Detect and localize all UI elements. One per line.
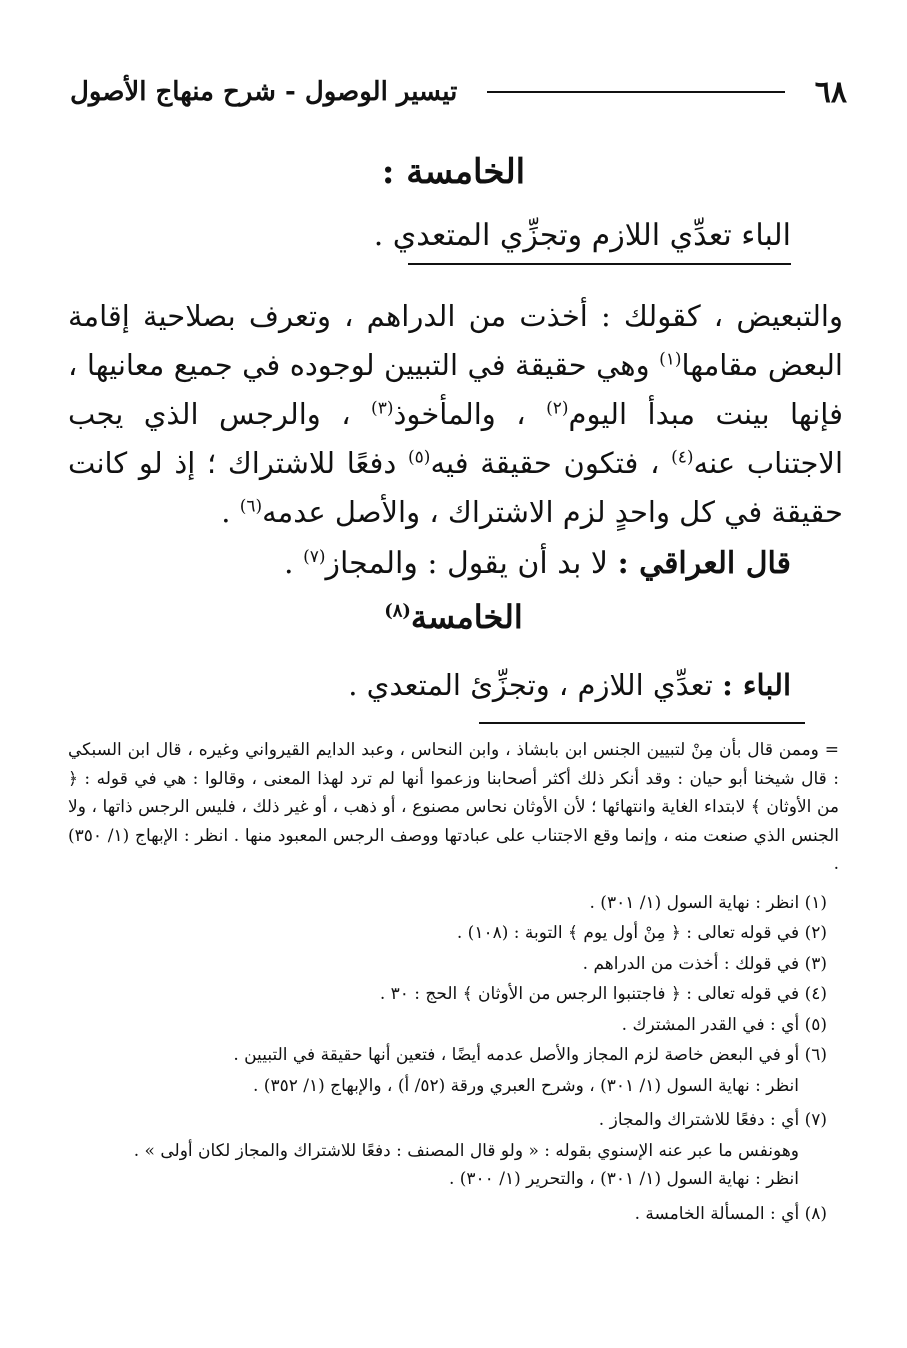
- footnote-ref-5: (٥): [408, 447, 431, 468]
- body-text-4: ، والرجس الذي يجب الاجتناب عنه: [68, 397, 844, 480]
- body-text-3: ، والمأخوذ: [393, 397, 547, 431]
- footnote-ref-7: (٧): [303, 547, 326, 567]
- header-rule: [487, 91, 784, 93]
- footnote-divider: [479, 722, 805, 724]
- footnote-7-note: وهونفس ما عبر عنه الإسنوي بقوله : « ولو قال المصنف : دفعًا للاشتراك والمجاز لكان أولى » .: [133, 1140, 799, 1161]
- footnote-8: (٨) أي : المسألة الخامسة .: [634, 1203, 827, 1224]
- matn-line: الباء تعدِّي اللازم وتجزِّي المتعدي .: [408, 218, 791, 265]
- footnote-continuation: = وممن قال بأن مِنْ لتبيين الجنس ابن بابشاذ ، وابن النحاس ، وعبد الدايم القيرواني وغيره ، قال ابن السبكي : قال شيخنا أبو حيان : وقد أنكر ذلك أكثر أصحابنا وزعموا أنها لم ترد لهذا المعنى ، وقالوا : هي في قوله : ﴿ من الأوثان ﴾ لابتداء الغاية وانتهائها ؛ لأن الأوثان نحاس مصنوع ، أو ذهب ، أو غير ذلك ، فليس الرجس ذاتها ، ولا الجنس الذي صنعت منه ، وإنما وقع الاجتناب على عبادتها ووصف الرجس المعبود منها . انظر : الإبهاج (١/ ٣٥٠) .: [68, 740, 840, 874]
- footnote-4: (٤) في قوله تعالى : ﴿ فاجتنبوا الرجس من الأوثان ﴾ الحج : ٣٠ .: [379, 984, 827, 1004]
- iraqi-end: .: [284, 546, 304, 581]
- page-header: [70, 70, 847, 114]
- footnote-7: (٧) أي : دفعًا للاشتراك والمجاز .: [598, 1110, 827, 1130]
- section-title-2-text: الخامسة: [410, 598, 523, 636]
- footnote-7-source: انظر : نهاية السول (١/ ٣٠١) ، والتحرير (١/ ٣٠٠) .: [448, 1169, 799, 1189]
- book-title: تيسير الوصول - شرح منهاج الأصول: [70, 77, 458, 107]
- section-title: الخامسة :: [381, 152, 526, 192]
- body-text-2: وهي حقيقة في التبيين لوجوده في جميع معانيها ، فإنها بينت مبدأ اليوم: [68, 348, 843, 431]
- iraqi-text: لا بد أن يقول : والمجاز: [325, 546, 618, 581]
- footnote-ref-1: (١): [659, 349, 682, 370]
- footnote-2: (٢) في قوله تعالى : ﴿ مِنْ أول يوم ﴾ التوبة : (١٠٨) .: [456, 923, 827, 943]
- matn-line-2-lead: الباء :: [722, 668, 791, 702]
- footnote-ref-2: (٢): [546, 398, 569, 419]
- footnote-6-block: [68, 1041, 839, 1100]
- footnotes: [68, 736, 839, 1230]
- body-text-5: ، فتكون حقيقة فيه: [430, 446, 672, 480]
- footnote-6-source: انظر : نهاية السول (١/ ٣٠١) ، وشرح العبري ورقة (٥٢/ أ) ، والإبهاج (١/ ٣٥٢) .: [253, 1075, 799, 1096]
- iraqi-speaker: قال العراقي :: [617, 546, 791, 581]
- footnote-7-block: [68, 1106, 839, 1194]
- section-title-2: [0, 598, 907, 636]
- footnote-6: (٦) أو في البعض خاصة لزم المجاز والأصل عدمه أيضًا ، فتعين أنها حقيقة في التبيين .: [233, 1045, 827, 1065]
- footnote-1: (١) انظر : نهاية السول (١/ ٣٠١) .: [589, 892, 827, 913]
- iraqi-remark: [284, 546, 791, 581]
- footnote-ref-3: (٣): [371, 398, 394, 419]
- footnote-ref-4: (٤): [671, 447, 694, 468]
- footnote-ref-6: (٦): [239, 496, 263, 517]
- footnote-5: (٥) أي : في القدر المشترك .: [621, 1014, 827, 1035]
- footnote-3: (٣) في قولك : أخذت من الدراهم .: [582, 953, 827, 974]
- body-text-1: والتبعيض ، كقولك : أخذت من الدراهم ، وتعرف بصلاحية إقامة البعض مقامها: [68, 299, 843, 382]
- footnote-ref-8: (٨): [384, 600, 411, 622]
- matn-line-2-text: تعدِّي اللازم ، وتجزِّئ المتعدي .: [348, 668, 723, 702]
- body-text-7: .: [221, 495, 240, 529]
- body-text-6: دفعًا للاشتراك ؛ إذ لو كانت حقيقة في كل واحدٍ لزم الاشتراك ، والأصل عدمه: [68, 446, 843, 529]
- matn-line-2: [348, 668, 791, 702]
- commentary-paragraph: [68, 292, 843, 537]
- page-number: ٦٨: [814, 74, 847, 110]
